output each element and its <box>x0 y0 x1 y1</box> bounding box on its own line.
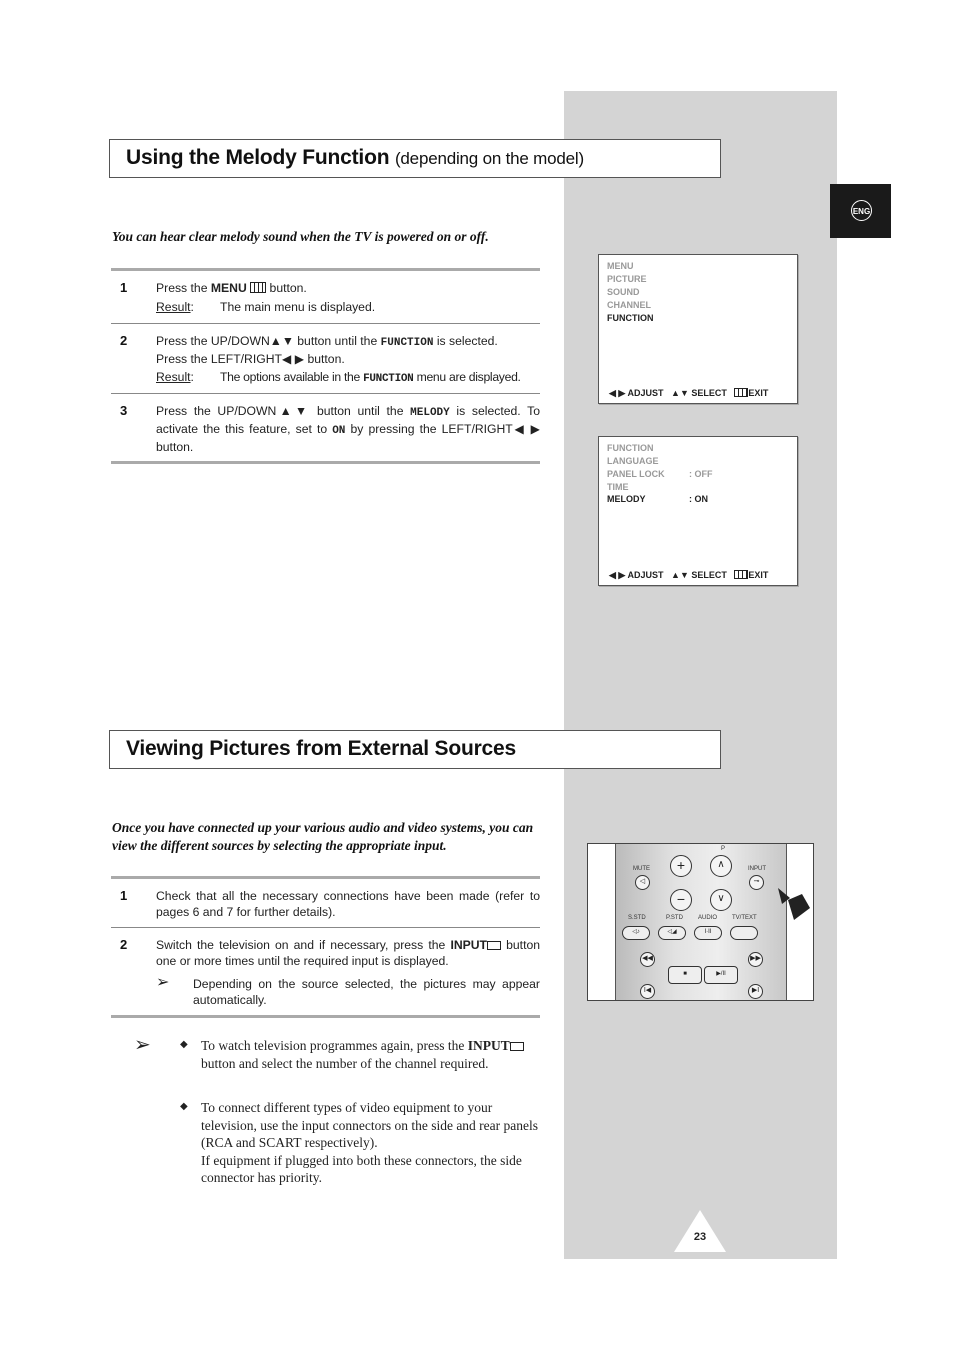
section1-intro: You can hear clear melody sound when the TV is powered on or off. <box>112 229 489 244</box>
skip-forward-icon: ▶I <box>748 984 763 999</box>
sound-std-icon: ◁♪ <box>622 926 650 940</box>
remote-label: TV/TEXT <box>732 915 757 921</box>
step-1-result: Result: The main menu is displayed. <box>156 300 376 314</box>
remote-label: AUDIO <box>698 915 718 921</box>
tip-arrow-icon: ➢ <box>134 1034 151 1056</box>
osd-function-menu <box>598 436 798 586</box>
section2-title-box <box>109 730 721 769</box>
remote-label: INPUT <box>748 866 766 872</box>
input-button-icon: ⊸ <box>749 875 764 890</box>
note-arrow-icon: ➢ <box>156 974 170 991</box>
divider <box>111 1015 540 1018</box>
rewind-icon: ◀◀ <box>640 952 655 967</box>
osd-footer: ◀ ▶ ADJUST ▲▼ SELECT EXIT <box>609 388 769 398</box>
fast-forward-icon: ▶▶ <box>748 952 763 967</box>
page-number-badge <box>674 1210 726 1252</box>
tip-2: To connect different types of video equipment to your television, use the input connectors on the side and rear panels (RCA and SCART respectively). If equipment if plugged into both these connectors, the side connector has priority. <box>201 1100 539 1185</box>
osd-item: CHANNEL <box>607 300 651 310</box>
stop-icon: ■ <box>668 966 702 984</box>
input-icon <box>487 941 501 950</box>
tv-text-icon <box>730 926 758 940</box>
volume-down-icon: − <box>670 889 692 911</box>
menu-icon <box>250 282 266 293</box>
divider <box>111 393 540 394</box>
menu-icon <box>734 388 748 397</box>
input-icon <box>510 1042 524 1051</box>
remote-body <box>615 844 787 1001</box>
remote-label: S.STD <box>628 915 646 921</box>
picture-std-icon: ◁◢ <box>658 926 686 940</box>
osd-item: FUNCTION <box>607 443 654 453</box>
divider <box>111 927 540 928</box>
volume-up-icon: + <box>670 855 692 877</box>
step-number: 2 <box>120 333 128 348</box>
section1-title-box <box>109 139 721 178</box>
remote-control-illustration <box>587 843 814 1001</box>
language-tab <box>830 184 891 238</box>
section2-title: Viewing Pictures from External Sources <box>126 737 516 760</box>
osd-item: SOUND <box>607 287 640 297</box>
osd-item: PICTURE <box>607 274 647 284</box>
osd-item-selected: FUNCTION <box>607 313 654 323</box>
menu-icon <box>734 570 748 579</box>
language-tab-label: ENG <box>851 200 872 221</box>
step-2-note: Depending on the source selected, the pictures may appear automatically. <box>193 977 540 1007</box>
osd-main-menu <box>598 254 798 404</box>
tip-1: To watch television programmes again, press the INPUT button and select the number of the channel required. <box>201 1037 540 1072</box>
step-3-text: Press the UP/DOWN▲▼ button until the MELODY is selected. To activate the this feature, set to ON by pressing the LEFT/RIGHT◀ ▶ button. <box>156 404 540 454</box>
audio-icon: I·II <box>694 926 722 940</box>
section1-title: Using the Melody Function (depending on the model) <box>126 146 584 169</box>
osd-item-selected: MELODY <box>607 494 646 504</box>
page-number: 23 <box>693 1231 707 1243</box>
divider <box>111 876 540 879</box>
step-1-text: Check that all the necessary connections have been made (refer to pages 6 and 7 for further details). <box>156 889 540 919</box>
channel-down-icon: ∨ <box>710 889 732 911</box>
skip-back-icon: I◀ <box>640 984 655 999</box>
step-number: 3 <box>120 403 128 418</box>
bullet-diamond-icon: ◆ <box>180 1039 188 1050</box>
section2-intro: Once you have connected up your various audio and video systems, you can view the different sources by selecting the appropriate input. <box>112 820 534 853</box>
remote-label: P.STD <box>666 915 683 921</box>
step-2-result: Result: The options available in the FUNCTION menu are displayed. <box>156 370 521 385</box>
step-2-text: Switch the television on and if necessary, press the INPUT button one or more times until the required input is displayed. <box>156 938 541 968</box>
osd-item: MENU <box>607 261 634 271</box>
step-number: 1 <box>120 888 128 903</box>
osd-value: : OFF <box>689 469 713 479</box>
pointer-arrow-icon <box>778 886 814 926</box>
osd-footer: ◀ ▶ ADJUST ▲▼ SELECT EXIT <box>609 570 769 580</box>
osd-item: TIME <box>607 482 629 492</box>
step-2-text: Press the UP/DOWN▲▼ button until the FUNCTION is selected. Press the LEFT/RIGHT◀ ▶ button. <box>156 334 498 366</box>
mute-button-icon: ◁ <box>635 875 650 890</box>
channel-up-icon: ∧ <box>710 855 732 877</box>
osd-item: PANEL LOCK <box>607 469 665 479</box>
bullet-diamond-icon: ◆ <box>180 1101 188 1112</box>
step-number: 1 <box>120 280 128 295</box>
play-pause-icon: ▶/II <box>704 966 738 984</box>
osd-value: : ON <box>689 494 708 504</box>
remote-label: MUTE <box>633 866 650 872</box>
remote-label: P <box>721 846 726 852</box>
divider <box>111 268 540 271</box>
step-1-text: Press the MENU button. <box>156 281 307 295</box>
step-number: 2 <box>120 937 128 952</box>
osd-item: LANGUAGE <box>607 456 659 466</box>
divider <box>111 461 540 464</box>
divider <box>111 323 540 324</box>
